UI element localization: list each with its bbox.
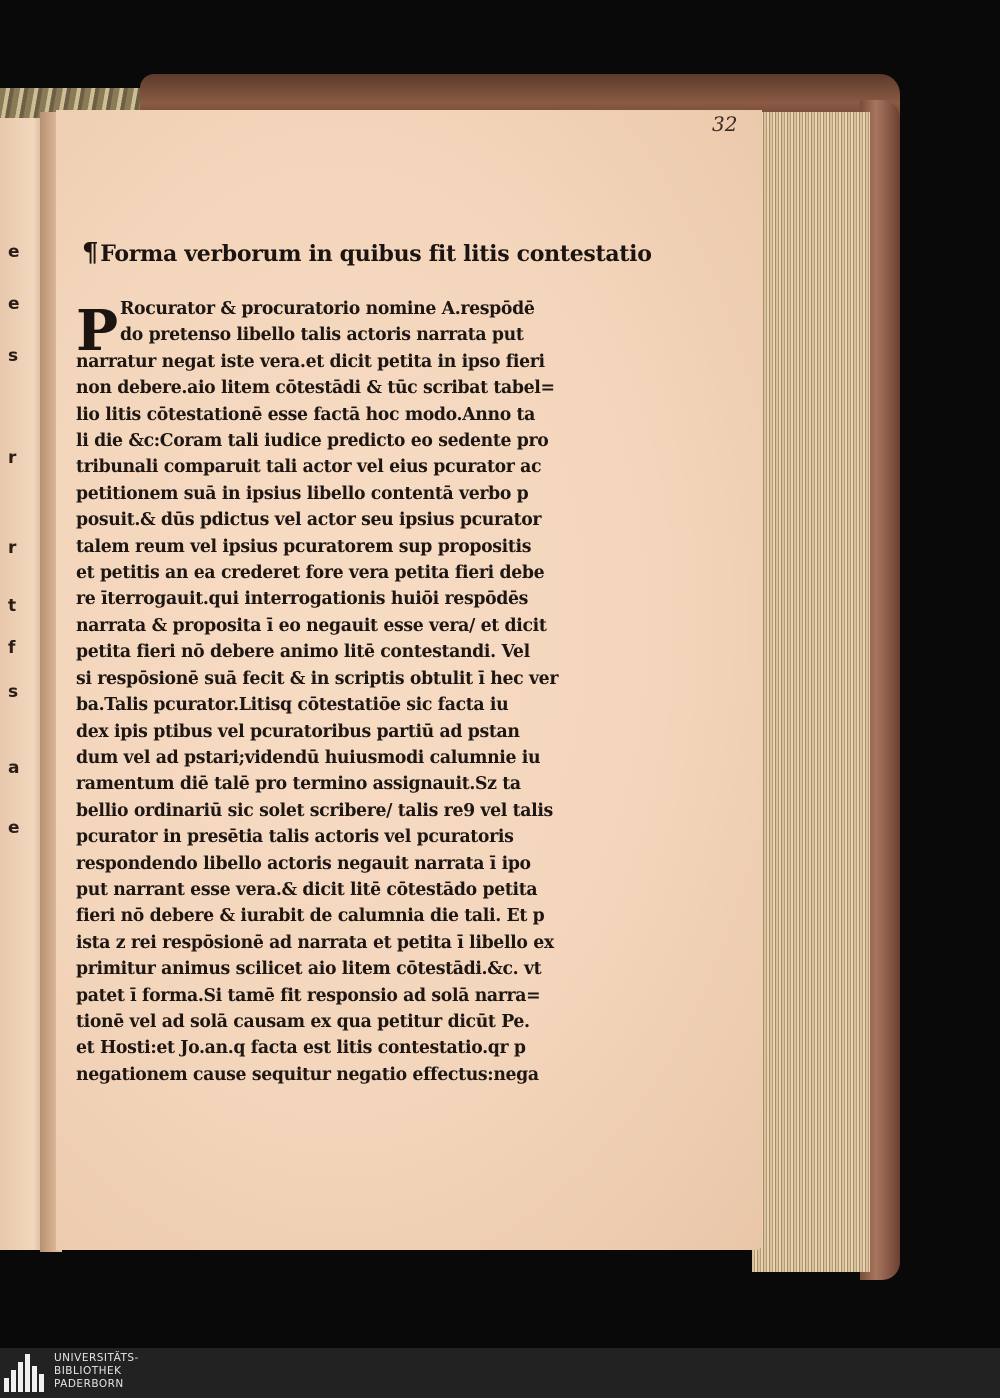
text-line: ista z rei respōsionē ad narrata et petita ī libello ex [76,932,554,953]
page-edges [752,112,870,1272]
text-line: lio litis cōtestationē esse factā hoc modo.Anno ta [76,404,536,425]
text-line: ramentum diē talē pro termino assignauit.Sz ta [76,774,521,795]
text-line: re īterrogauit.qui interrogationis huiōi respōdēs [76,589,529,610]
text-line: narratur negat iste vera.et dicit petita in ipso fieri [76,351,545,372]
library-logo-text [54,1352,139,1391]
text-line: put narrant esse vera.& dicit litē cōtestādo petita [76,879,538,900]
text-line: tionē vel ad solā causam ex qua petitur dicūt Pe. [76,1011,530,1032]
text-line: petitionem suā in ipsius libello contentā verbo p [76,483,529,504]
text-line: tribunali comparuit tali actor vel eius pcurator ac [76,457,542,478]
text-line: patet ī forma.Si tamē fit responsio ad solā narra= [76,985,541,1006]
text-line: Rocurator & procuratorio nomine A.respōdē [120,299,535,319]
text-line: talem reum vel ipsius pcuratorem sup propositis [76,536,532,557]
logo-line: BIBLIOTHEK [54,1365,122,1377]
text-line: narrata & proposita ī eo negauit esse vera/ et dicit [76,615,547,636]
left-page-fragment: t [8,596,17,616]
left-page-fragment: a [8,758,20,778]
library-logo-bar [0,1348,1000,1398]
text-line: pcurator in presētia talis actoris vel pcuratoris [76,827,514,848]
left-page-fragment: r [8,448,17,468]
left-page-fragment: e [8,818,20,838]
logo-line: PADERBORN [54,1378,124,1390]
text-line: si respōsionē suā fecit & in scriptis obtulit ī hec ver [76,668,559,689]
text-line: posuit.& dūs pdictus vel actor seu ipsius pcurator [76,510,542,531]
left-page-fragment: f [8,638,16,658]
text-line: fieri nō debere & iurabit de calumnia die tali. Et p [76,906,545,927]
folio-number: 32 [712,112,738,136]
left-page-fragment: s [8,346,19,366]
text-line: ba.Talis pcurator.Litisq cōtestatiōe sic facta iu [76,695,509,716]
title-text: Forma verborum in quibus fit litis contestatio [100,241,652,267]
body-text [76,296,606,1088]
text-line: et Hosti:et Jo.an.q facta est litis contestatio.qr p [76,1038,526,1059]
library-logo-icon [4,1354,44,1392]
text-line: dex ipis ptibus vel pcuratoribus partiū ad pstan [76,721,520,742]
text-line: bellio ordinariū sic solet scribere/ talis re9 vel talis [76,800,553,821]
text-line: negationem cause sequitur negatio effectus:nega [76,1064,539,1085]
left-page-fragment: e [8,294,20,314]
text-line: respondendo libello actoris negauit narrata ī ipo [76,853,531,874]
text-line: do pretenso libello talis actoris narrata put [120,325,524,346]
text-line: li die &c:Coram tali iudice predicto eo sedente pro [76,431,549,452]
left-page-fragment: s [8,682,19,702]
page-title [82,238,682,268]
drop-cap: P [76,298,119,364]
text-line: primitur animus scilicet aio litem cōtestādi.&c. vt [76,959,542,980]
text-line: petita fieri nō debere animo litē contestandi. Vel [76,642,530,663]
left-page-fragment: e [8,242,20,262]
logo-line: UNIVERSITÄTS- [54,1352,139,1364]
text-line: non debere.aio litem cōtestādi & tūc scribat tabel= [76,378,555,399]
left-page-fragment: r [8,538,17,558]
text-line: et petitis an ea crederet fore vera petita fieri debe [76,563,545,584]
text-line: dum vel ad pstari;videndū huiusmodi calumnie iu [76,747,541,768]
paragraph-mark-icon: ¶ [82,238,99,268]
